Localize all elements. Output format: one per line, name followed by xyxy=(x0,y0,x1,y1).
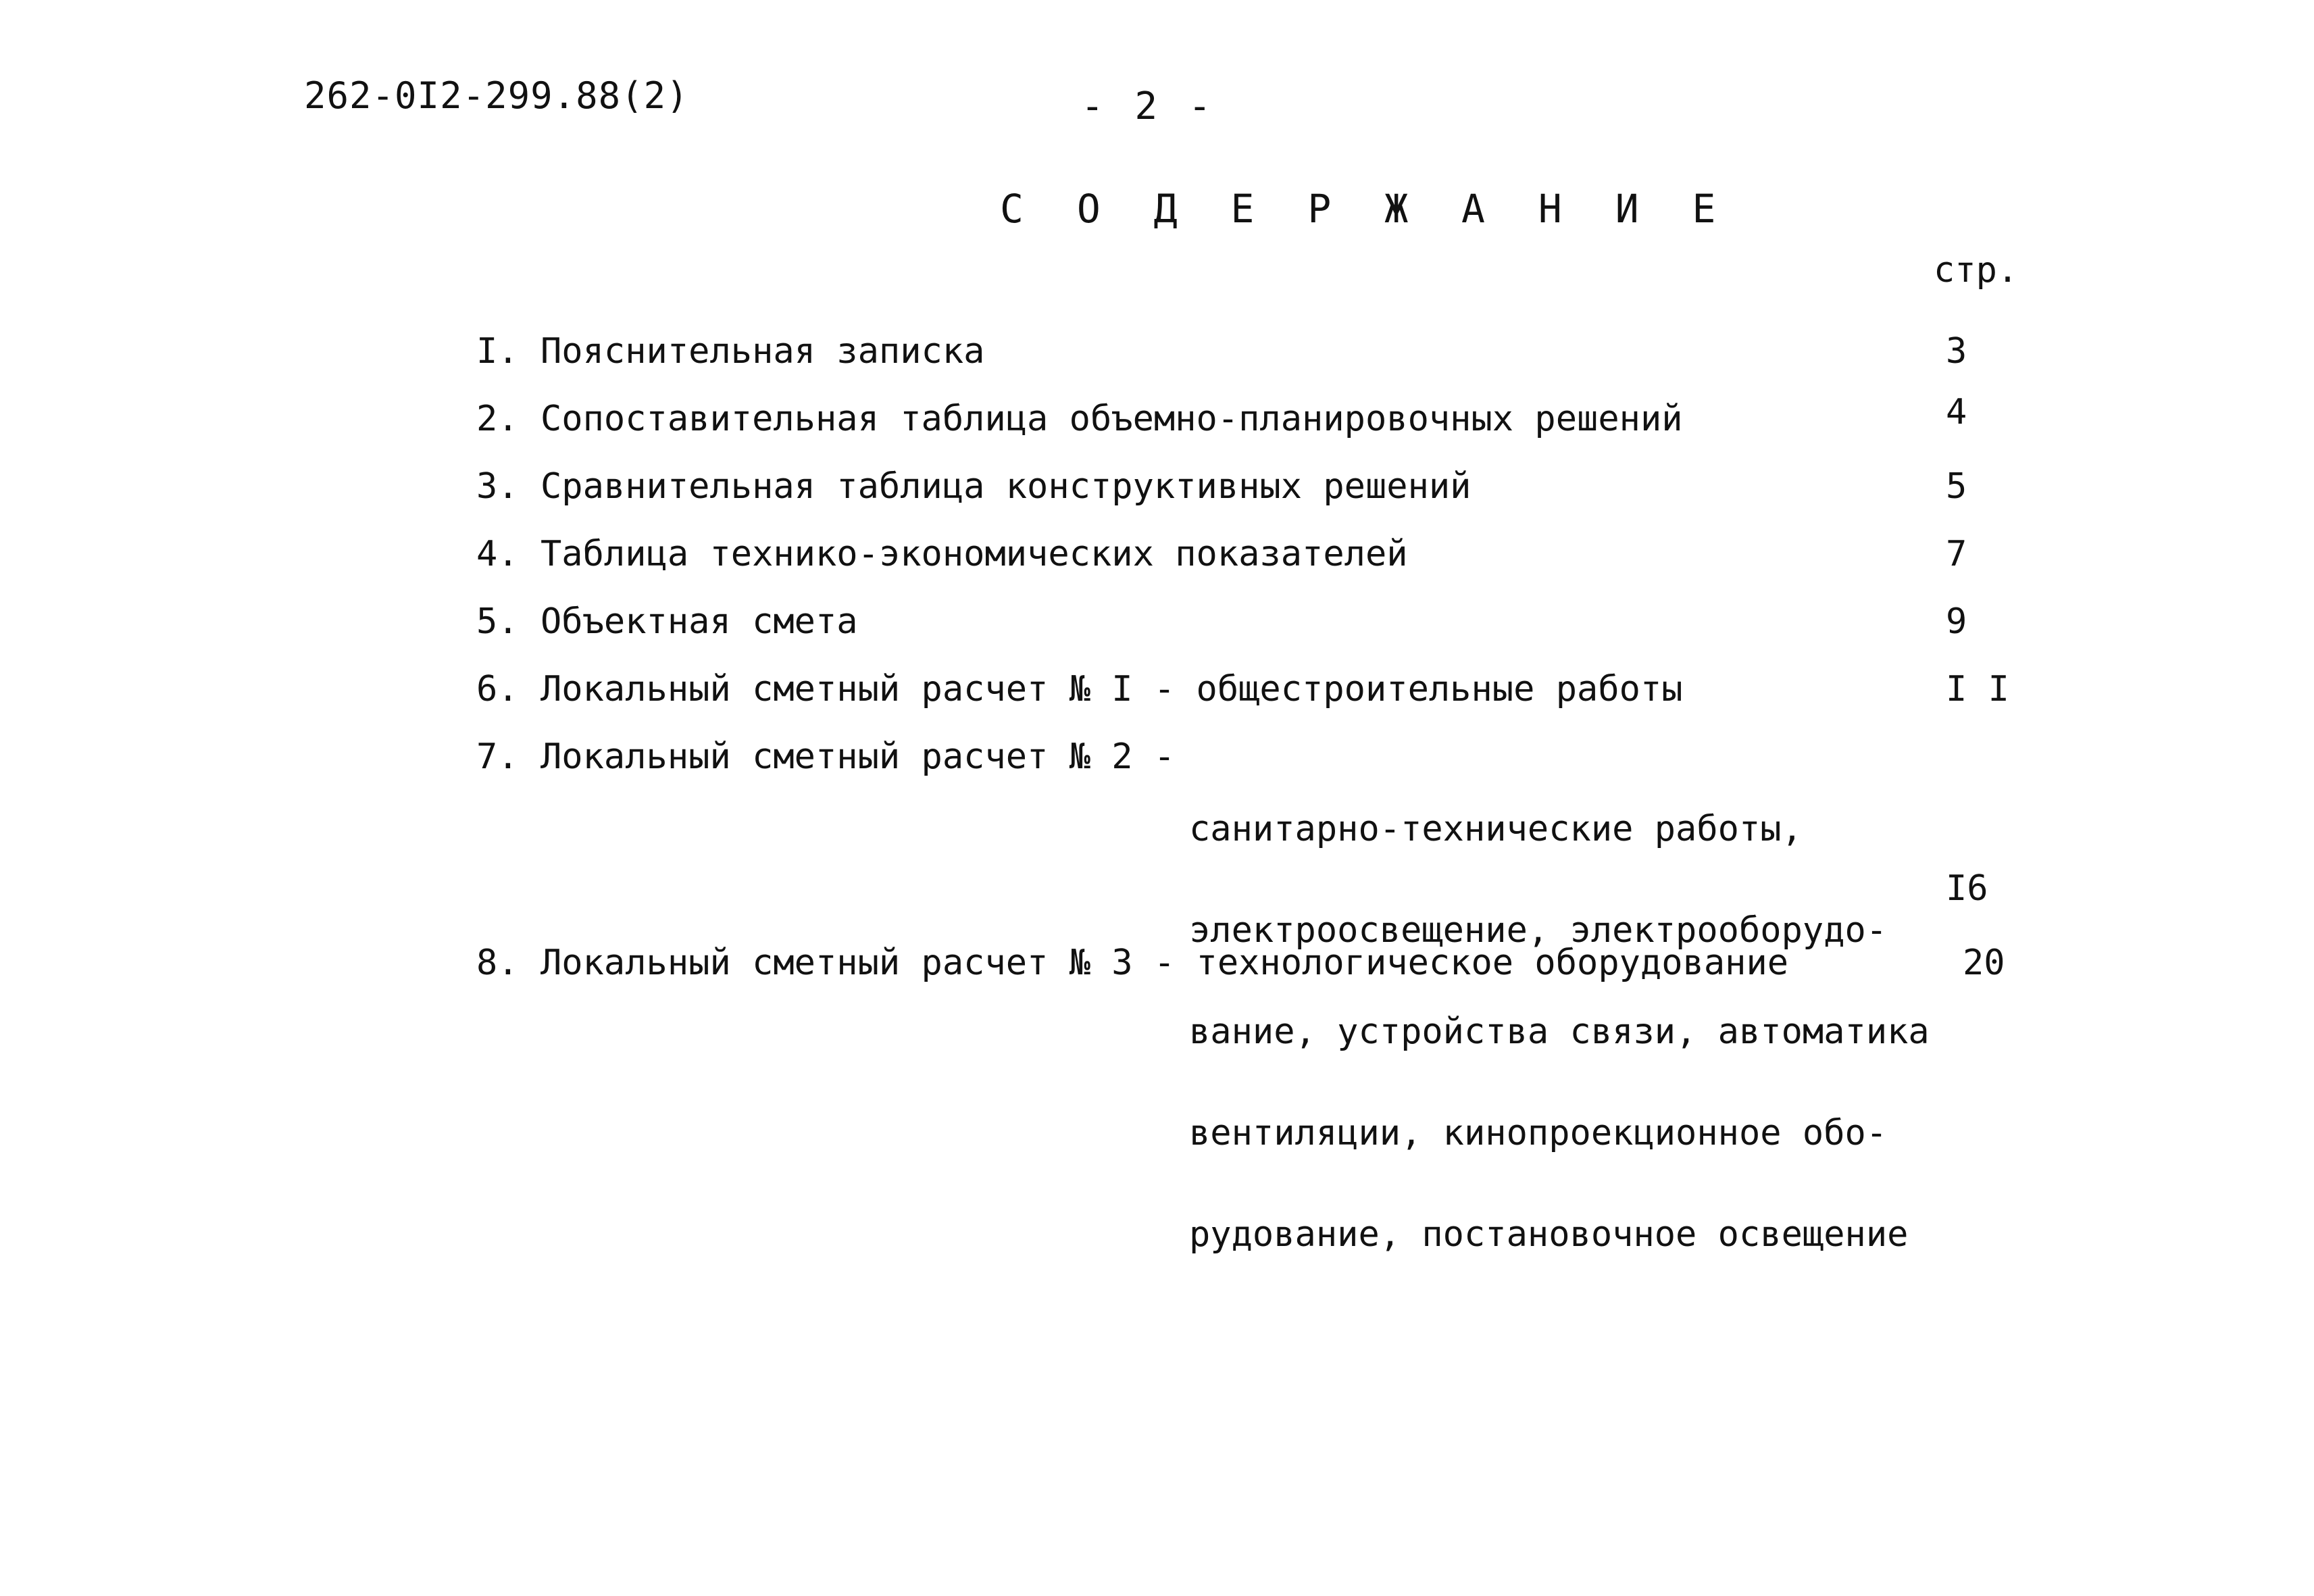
toc-item-page: I6 xyxy=(1946,868,1988,909)
toc-item-title: Локальный сметный расчет № 2 - xyxy=(540,737,1176,777)
toc-item-page: 3 xyxy=(1946,331,1967,372)
toc-item-page: 4 xyxy=(1946,392,1967,432)
toc-item-title: Локальный сметный расчет № 3 - технологическое оборудование xyxy=(540,943,1789,983)
toc-item-title: Пояснительная записка xyxy=(540,331,985,372)
toc-item-number: I. xyxy=(476,331,519,372)
toc-item-page: I I xyxy=(1946,669,2009,709)
toc-item-subtitle-line: вентиляции, кинопроекционное обо- xyxy=(1189,1113,1888,1153)
toc-item-number: 7. xyxy=(476,737,519,777)
toc-item-number: 8. xyxy=(476,943,519,983)
toc-item-title: Сопоставительная таблица объемно-планировочных решений xyxy=(540,399,1683,439)
toc-item-title: Таблица технико-экономических показателей xyxy=(540,534,1408,574)
toc-item-number: 5. xyxy=(476,601,519,642)
toc-item-number: 6. xyxy=(476,669,519,709)
page-title: С О Д Е Р Ж А Н И Е xyxy=(1000,186,1731,232)
page-column-label: стр. xyxy=(1934,250,2019,291)
toc-item-title: Локальный сметный расчет № I - общестроительные работы xyxy=(540,669,1683,709)
toc-item-title: Сравнительная таблица конструктивных решений xyxy=(540,466,1472,507)
toc-item-page: 7 xyxy=(1946,534,1967,574)
toc-item-page: 9 xyxy=(1946,601,1967,642)
toc-item-number: 3. xyxy=(476,466,519,507)
toc-item-page: 5 xyxy=(1946,466,1967,507)
document-code: 262-0I2-299.88(2) xyxy=(304,74,689,117)
toc-item-number: 2. xyxy=(476,399,519,439)
toc-item-subtitle xyxy=(1189,745,1930,1319)
toc-item-subtitle-line: рудование, постановочное освещение xyxy=(1189,1214,1909,1255)
toc-item-title: Объектная смета xyxy=(540,601,858,642)
toc-item-subtitle-line: электроосвещение, электрооборудо- xyxy=(1189,910,1888,951)
toc-item-page: 20 xyxy=(1963,943,2005,983)
toc-item-subtitle-line: вание, устройства связи, автоматика xyxy=(1189,1012,1930,1052)
page-number: - 2 - xyxy=(1081,84,1215,128)
toc-item-subtitle-line: санитарно-технические работы, xyxy=(1189,809,1803,849)
toc-item-number: 4. xyxy=(476,534,519,574)
